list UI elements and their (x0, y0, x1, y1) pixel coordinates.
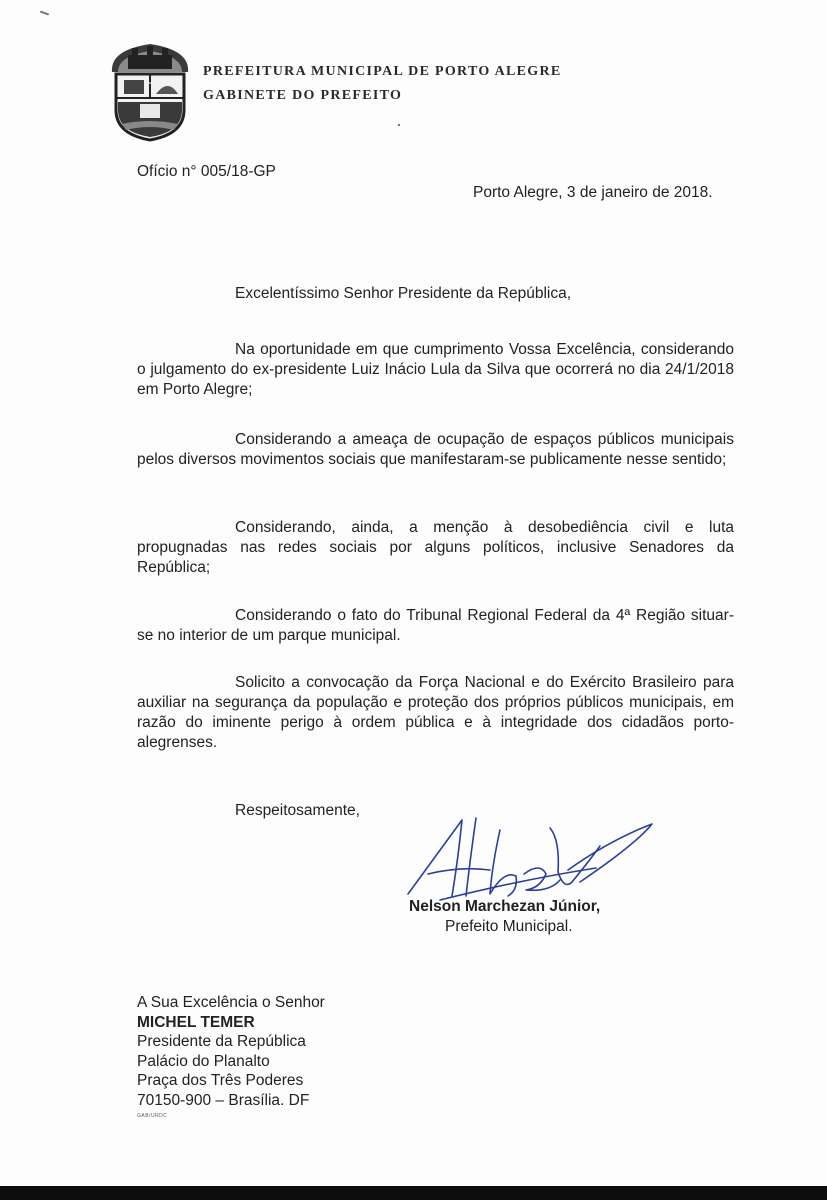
addressee-line: Presidente da República (137, 1033, 306, 1051)
paragraph-1 (137, 340, 734, 400)
addressee-block (137, 993, 325, 1111)
city-crest-logo (108, 38, 192, 142)
addressee-line: A Sua Excelência o Senhor (137, 994, 325, 1011)
addressee-line: Palácio do Planalto (137, 1052, 270, 1070)
paragraph-text: Considerando a ameaça de ocupação de espaços públicos municipais pelos diversos movimentos sociais que manifestaram-se publicamente nesse sentido; (137, 431, 734, 468)
addressee-line: Praça dos Três Poderes (137, 1072, 304, 1090)
letterhead-title: PREFEITURA MUNICIPAL DE PORTO ALEGRE (203, 64, 562, 79)
paragraph-3 (137, 518, 734, 578)
footnote-code: GAB/URDC (137, 1113, 168, 1119)
scan-mark (398, 124, 400, 126)
paragraph-text: Na oportunidade em que cumprimento Vossa Excelência, considerando o julgamento do ex-presidente Luiz Inácio Lula da Silva que ocorrerá no dia 24/1/2018 em Porto Alegre; (137, 341, 734, 398)
addressee-line: 70150-900 – Brasília. DF (137, 1091, 310, 1109)
scan-bottom-border (0, 1186, 827, 1200)
salutation: Excelentíssimo Senhor Presidente da República, (235, 285, 572, 302)
addressee-name: MICHEL TEMER (137, 1013, 255, 1031)
paragraph-5 (137, 673, 734, 753)
paragraph-text: Solicito a convocação da Força Nacional e do Exército Brasileiro para auxiliar na segurança da população e proteção dos próprios públicos municipais, em razão do iminente perigo à ordem pública e à integridade dos cidadãos porto-alegrenses. (137, 674, 734, 751)
signatory-role: Prefeito Municipal. (445, 918, 573, 935)
letterhead-subtitle: GABINETE DO PREFEITO (203, 88, 403, 103)
paragraph-2 (137, 430, 734, 470)
paragraph-4 (137, 606, 734, 646)
closing: Respeitosamente, (235, 802, 360, 819)
date-line: Porto Alegre, 3 de janeiro de 2018. (473, 184, 713, 201)
reference-number: Ofício n° 005/18-GP (137, 163, 276, 180)
signatory-name: Nelson Marchezan Júnior, (409, 898, 601, 915)
paragraph-text: Considerando o fato do Tribunal Regional Federal da 4ª Região situar-se no interior de um parque municipal. (137, 607, 734, 644)
paragraph-text: Considerando, ainda, a menção à desobediência civil e luta propugnadas nas redes sociais por alguns políticos, inclusive Senadores da República; (137, 519, 734, 576)
scan-mark (40, 11, 49, 16)
